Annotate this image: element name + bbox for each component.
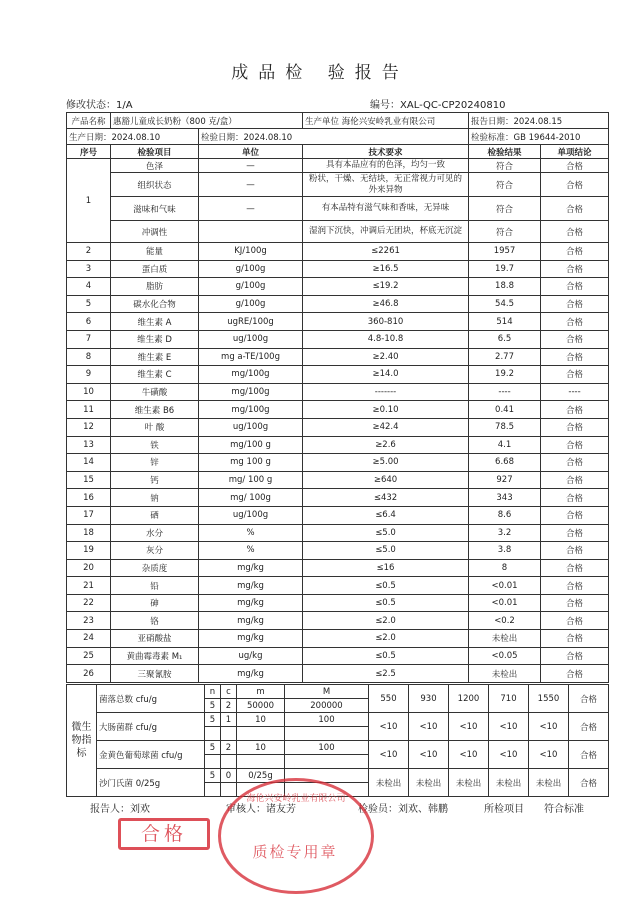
row-verdict: 合格: [541, 612, 609, 630]
header-item: 检验项目: [111, 145, 199, 159]
row-unit: ugRE/100g: [199, 313, 303, 331]
row-req: ≤6.4: [303, 506, 469, 524]
table-row: [67, 260, 609, 278]
row-no: 5: [67, 295, 111, 313]
table-row: [67, 418, 609, 436]
row-req: ≥640: [303, 471, 469, 489]
row-verdict: 合格: [541, 665, 609, 683]
row-no: 22: [67, 594, 111, 612]
row-verdict: 合格: [541, 506, 609, 524]
row-req: ≥42.4: [303, 418, 469, 436]
micro-result: <10: [489, 713, 529, 741]
row-unit: KJ/100g: [199, 243, 303, 261]
micro-item-cell: [97, 769, 205, 797]
table-row: [67, 366, 609, 384]
micro-result: <10: [369, 741, 409, 769]
table-row: [67, 313, 609, 331]
production-date: 2024.08.10: [111, 132, 161, 143]
micro-blank: [221, 755, 237, 769]
row-result: 0.41: [469, 401, 541, 419]
production-date-label: 生产日期：: [69, 132, 112, 143]
row-result: 未检出: [469, 630, 541, 648]
micro-h-m: m: [237, 685, 285, 699]
row-result: 3.2: [469, 524, 541, 542]
row-req: ≤5.0: [303, 524, 469, 542]
row-req: ≥2.40: [303, 348, 469, 366]
row-unit: mg/100 g: [199, 436, 303, 454]
row-unit: ug/100g: [199, 418, 303, 436]
row-req: ≤5.0: [303, 542, 469, 560]
sensory-item: 冲调性: [111, 221, 199, 243]
micro-blank: [237, 727, 285, 741]
row-no: 12: [67, 418, 111, 436]
row-item: 能量: [111, 243, 199, 261]
row-unit: mg/kg: [199, 559, 303, 577]
row-item: 维生素 C: [111, 366, 199, 384]
micro-verdict: 合格: [569, 769, 609, 797]
micro-result: <10: [529, 741, 569, 769]
row-result: 343: [469, 489, 541, 507]
seal-text: 质检专用章: [252, 843, 338, 861]
row-no: 14: [67, 454, 111, 472]
header-requirement: 技术要求: [303, 145, 469, 159]
micro-result: <10: [409, 741, 449, 769]
row-req: ≤19.2: [303, 278, 469, 296]
row-verdict: 合格: [541, 278, 609, 296]
table-row: [67, 330, 609, 348]
scope-label: 所检项目: [484, 804, 524, 815]
row-verdict: 合格: [541, 489, 609, 507]
row-no: 17: [67, 506, 111, 524]
product-name: 惠豁儿童成长奶粉（800 克/盒）: [111, 113, 303, 129]
row-verdict: 合格: [541, 630, 609, 648]
row-result: 927: [469, 471, 541, 489]
table-row: [67, 647, 609, 665]
sensory-item: 组织状态: [111, 173, 199, 197]
sensory-unit: —: [199, 197, 303, 221]
micro-h-M: M: [285, 685, 369, 699]
sensory-requirement: 具有本品应有的色泽，均匀一致: [303, 159, 469, 173]
micro-c: 0: [221, 769, 237, 783]
row-verdict: 合格: [541, 471, 609, 489]
row-no: 10: [67, 383, 111, 401]
sensory-unit-empty: [199, 221, 303, 243]
row-no: 3: [67, 260, 111, 278]
row-req: -------: [303, 383, 469, 401]
sensory-no: 1: [67, 159, 111, 243]
product-label: 产品名称: [67, 113, 111, 129]
micro-result: 710: [489, 685, 529, 713]
row-req: ≤2.0: [303, 630, 469, 648]
micro-M: 100: [285, 713, 369, 727]
row-unit: mg/kg: [199, 594, 303, 612]
micro-label: 微生物指标: [67, 685, 97, 797]
row-item: 水分: [111, 524, 199, 542]
report-title: 成品检 验报告: [231, 63, 409, 83]
row-unit: mg/kg: [199, 630, 303, 648]
row-unit: mg/kg: [199, 612, 303, 630]
sensory-result: 符合: [469, 221, 541, 243]
sensory-requirement: 有本品特有滋气味和香味，无异味: [303, 197, 469, 221]
row-result: 54.5: [469, 295, 541, 313]
micro-blank: [221, 783, 237, 797]
table-row: [67, 295, 609, 313]
table-row: [67, 594, 609, 612]
row-verdict: 合格: [541, 542, 609, 560]
micro-verdict: 合格: [569, 685, 609, 713]
row-verdict: 合格: [541, 401, 609, 419]
row-result: 6.68: [469, 454, 541, 472]
row-item: 钙: [111, 471, 199, 489]
row-result: <0.05: [469, 647, 541, 665]
micro-item: 大肠菌群: [99, 722, 134, 733]
row-result: <0.01: [469, 577, 541, 595]
row-verdict: 合格: [541, 594, 609, 612]
micro-m: 0/25g: [237, 769, 285, 783]
micro-h-n: n: [205, 685, 221, 699]
row-req: ≤16: [303, 559, 469, 577]
test-standard: 检验标准：GB 19644-2010: [469, 129, 609, 145]
row-result: ----: [469, 383, 541, 401]
micro-c: 2: [221, 741, 237, 755]
row-verdict: 合格: [541, 260, 609, 278]
row-no: 8: [67, 348, 111, 366]
row-item: 碳水化合物: [111, 295, 199, 313]
row-no: 23: [67, 612, 111, 630]
micro-result: 未检出: [369, 769, 409, 797]
micro-blank: [205, 727, 221, 741]
row-unit: mg 100 g: [199, 454, 303, 472]
row-req: ≥14.0: [303, 366, 469, 384]
sensory-requirement: 湿润下沉快，冲调后无团块，杯底无沉淀: [303, 221, 469, 243]
micro-M: 200000: [285, 699, 369, 713]
row-item: 维生素 D: [111, 330, 199, 348]
sensory-result: 符合: [469, 159, 541, 173]
table-row: [67, 559, 609, 577]
row-unit: g/100g: [199, 295, 303, 313]
micro-blank: [285, 727, 369, 741]
row-unit: mg a-TE/100g: [199, 348, 303, 366]
seal-company: 海伦兴安岭乳业有限公司: [246, 794, 346, 804]
row-item: 黄曲霉毒素 M₁: [111, 647, 199, 665]
row-result: 19.7: [469, 260, 541, 278]
row-req: ≤0.5: [303, 594, 469, 612]
sensory-result: 符合: [469, 197, 541, 221]
table-row: [67, 577, 609, 595]
row-unit: ug/100g: [199, 330, 303, 348]
table-row: [67, 506, 609, 524]
table-row: [67, 612, 609, 630]
table-row: [67, 542, 609, 560]
micro-c: 2: [221, 699, 237, 713]
micro-unit: cfu/g: [135, 722, 158, 733]
row-req: ≥16.5: [303, 260, 469, 278]
micro-blank: [205, 755, 221, 769]
row-item: 铅: [111, 577, 199, 595]
row-verdict: 合格: [541, 647, 609, 665]
sensory-unit: —: [199, 173, 303, 197]
row-verdict: 合格: [541, 454, 609, 472]
micro-result: 未检出: [489, 769, 529, 797]
micro-unit: cfu/g: [135, 694, 158, 705]
row-unit: mg/kg: [199, 577, 303, 595]
row-item: 三聚氰胺: [111, 665, 199, 683]
sensory-requirement: 粉状，干燥、无结块，无正常视力可见的外来异物: [303, 173, 469, 197]
row-verdict: 合格: [541, 418, 609, 436]
row-item: 亚硝酸盐: [111, 630, 199, 648]
row-verdict: 合格: [541, 577, 609, 595]
header-no: 序号: [67, 145, 111, 159]
table-row: [67, 278, 609, 296]
table-row: [67, 471, 609, 489]
sensory-item: 色泽: [111, 159, 199, 173]
row-verdict: 合格: [541, 243, 609, 261]
conclusion: 符合标准: [544, 804, 584, 815]
row-no: 18: [67, 524, 111, 542]
micro-n: 5: [205, 769, 221, 783]
row-verdict: 合格: [541, 436, 609, 454]
row-unit: mg/kg: [199, 665, 303, 683]
sensory-verdict: 合格: [541, 221, 609, 243]
table-row: [67, 401, 609, 419]
micro-item-cell: [97, 741, 205, 769]
micro-item-cell: [97, 713, 205, 741]
micro-result: 未检出: [449, 769, 489, 797]
row-no: 11: [67, 401, 111, 419]
micro-result: 1200: [449, 685, 489, 713]
reviewer: 审核人：诸友芳: [226, 804, 296, 815]
table-row: [67, 348, 609, 366]
row-unit: g/100g: [199, 278, 303, 296]
row-item: 牛磺酸: [111, 383, 199, 401]
micro-n: 5: [205, 699, 221, 713]
row-no: 7: [67, 330, 111, 348]
inspector: 检验员：刘欢、韩鹏: [358, 804, 448, 815]
row-no: 25: [67, 647, 111, 665]
row-req: ≤2.0: [303, 612, 469, 630]
row-verdict: 合格: [541, 559, 609, 577]
row-item: 铁: [111, 436, 199, 454]
row-no: 13: [67, 436, 111, 454]
micro-result: <10: [489, 741, 529, 769]
micro-blank: [237, 755, 285, 769]
micro-item-cell: [97, 685, 205, 713]
row-item: 铬: [111, 612, 199, 630]
micro-unit: 0/25g: [135, 778, 161, 789]
maker-label: 生产单位: [305, 116, 340, 127]
row-verdict: 合格: [541, 524, 609, 542]
sensory-result: 符合: [469, 173, 541, 197]
table-row: [67, 436, 609, 454]
test-date-label: 检验日期：: [201, 132, 244, 143]
maker-cell: [303, 113, 469, 129]
row-result: 未检出: [469, 665, 541, 683]
row-no: 2: [67, 243, 111, 261]
row-req: 360-810: [303, 313, 469, 331]
micro-c: 1: [221, 713, 237, 727]
row-req: ≥0.10: [303, 401, 469, 419]
row-item: 锌: [111, 454, 199, 472]
micro-result: <10: [409, 713, 449, 741]
row-no: 19: [67, 542, 111, 560]
row-verdict: 合格: [541, 330, 609, 348]
row-no: 21: [67, 577, 111, 595]
micro-m: 50000: [237, 699, 285, 713]
row-req: 4.8-10.8: [303, 330, 469, 348]
row-req: ≤0.5: [303, 577, 469, 595]
micro-verdict: 合格: [569, 713, 609, 741]
micro-result: 1550: [529, 685, 569, 713]
row-result: <0.2: [469, 612, 541, 630]
report-table: [66, 112, 609, 683]
row-unit: ug/100g: [199, 506, 303, 524]
row-unit: %: [199, 524, 303, 542]
table-row: [67, 524, 609, 542]
table-row: [67, 454, 609, 472]
row-verdict: ----: [541, 383, 609, 401]
micro-verdict: 合格: [569, 741, 609, 769]
row-no: 6: [67, 313, 111, 331]
row-no: 24: [67, 630, 111, 648]
row-item: 叶 酸: [111, 418, 199, 436]
row-no: 26: [67, 665, 111, 683]
qc-seal: [218, 778, 374, 894]
row-verdict: 合格: [541, 295, 609, 313]
row-item: 灰分: [111, 542, 199, 560]
sensory-verdict: 合格: [541, 159, 609, 173]
micro-result: <10: [529, 713, 569, 741]
row-item: 蛋白质: [111, 260, 199, 278]
row-result: 18.8: [469, 278, 541, 296]
row-item: 脂肪: [111, 278, 199, 296]
qualified-stamp: 合格: [118, 818, 210, 850]
row-unit: mg/ 100 g: [199, 471, 303, 489]
row-result: 514: [469, 313, 541, 331]
micro-m: 10: [237, 713, 285, 727]
row-result: 19.2: [469, 366, 541, 384]
micro-item: 金黄色葡萄球菌: [99, 750, 159, 761]
header-verdict: 单项结论: [541, 145, 609, 159]
row-item: 维生素 E: [111, 348, 199, 366]
row-req: ≤2261: [303, 243, 469, 261]
micro-blank: [205, 783, 221, 797]
micro-m: 10: [237, 741, 285, 755]
row-no: 15: [67, 471, 111, 489]
header-unit: 单位: [199, 145, 303, 159]
row-item: 钠: [111, 489, 199, 507]
maker-name: 海伦兴安岭乳业有限公司: [341, 116, 436, 127]
row-verdict: 合格: [541, 348, 609, 366]
row-verdict: 合格: [541, 313, 609, 331]
row-result: 1957: [469, 243, 541, 261]
row-result: 8: [469, 559, 541, 577]
row-unit: g/100g: [199, 260, 303, 278]
sensory-item: 滋味和气味: [111, 197, 199, 221]
row-result: 3.8: [469, 542, 541, 560]
report-date: 报告日期：2024.08.15: [469, 113, 609, 129]
table-row: [67, 665, 609, 683]
row-item: 硒: [111, 506, 199, 524]
row-unit: %: [199, 542, 303, 560]
micro-item: 菌落总数: [99, 694, 134, 705]
micro-result: 550: [369, 685, 409, 713]
row-unit: ug/kg: [199, 647, 303, 665]
sensory-verdict: 合格: [541, 197, 609, 221]
test-date: 2024.08.10: [243, 132, 293, 143]
revision-status: 修改状态：1/A: [66, 100, 133, 111]
micro-result: <10: [449, 713, 489, 741]
row-req: ≤2.5: [303, 665, 469, 683]
row-req: ≥5.00: [303, 454, 469, 472]
table-row: [67, 630, 609, 648]
report-number: 编号：XAL-QC-CP20240810: [370, 100, 506, 111]
row-req: ≥2.6: [303, 436, 469, 454]
row-result: 4.1: [469, 436, 541, 454]
row-unit: mg/100g: [199, 366, 303, 384]
micro-unit: cfu/g: [161, 750, 183, 761]
micro-result: <10: [449, 741, 489, 769]
row-verdict: 合格: [541, 366, 609, 384]
sensory-verdict: 合格: [541, 173, 609, 197]
row-result: <0.01: [469, 594, 541, 612]
row-req: ≤0.5: [303, 647, 469, 665]
table-row: [67, 243, 609, 261]
row-no: 16: [67, 489, 111, 507]
row-no: 20: [67, 559, 111, 577]
micro-M: 100: [285, 741, 369, 755]
micro-table: [66, 684, 609, 797]
row-unit: mg/ 100g: [199, 489, 303, 507]
micro-blank: [285, 755, 369, 769]
table-row: [67, 489, 609, 507]
row-no: 4: [67, 278, 111, 296]
production-date-cell: [67, 129, 199, 145]
row-item: 杂质度: [111, 559, 199, 577]
micro-n: 5: [205, 741, 221, 755]
micro-item: 沙门氏菌: [99, 778, 134, 789]
row-unit: mg/100g: [199, 383, 303, 401]
micro-h-c: c: [221, 685, 237, 699]
micro-result: 未检出: [409, 769, 449, 797]
micro-result: 930: [409, 685, 449, 713]
test-date-cell: [199, 129, 469, 145]
row-result: 78.5: [469, 418, 541, 436]
row-item: 维生素 B6: [111, 401, 199, 419]
row-unit: mg/100g: [199, 401, 303, 419]
micro-blank: [221, 727, 237, 741]
row-item: 砷: [111, 594, 199, 612]
reporter: 报告人：刘欢: [90, 804, 150, 815]
micro-result: <10: [369, 713, 409, 741]
row-item: 维生素 A: [111, 313, 199, 331]
header-result: 检验结果: [469, 145, 541, 159]
row-result: 8.6: [469, 506, 541, 524]
table-row: [67, 383, 609, 401]
row-no: 9: [67, 366, 111, 384]
row-result: 2.77: [469, 348, 541, 366]
row-req: ≥46.8: [303, 295, 469, 313]
row-req: ≤432: [303, 489, 469, 507]
micro-result: 未检出: [529, 769, 569, 797]
micro-n: 5: [205, 713, 221, 727]
sensory-unit: —: [199, 159, 303, 173]
row-result: 6.5: [469, 330, 541, 348]
